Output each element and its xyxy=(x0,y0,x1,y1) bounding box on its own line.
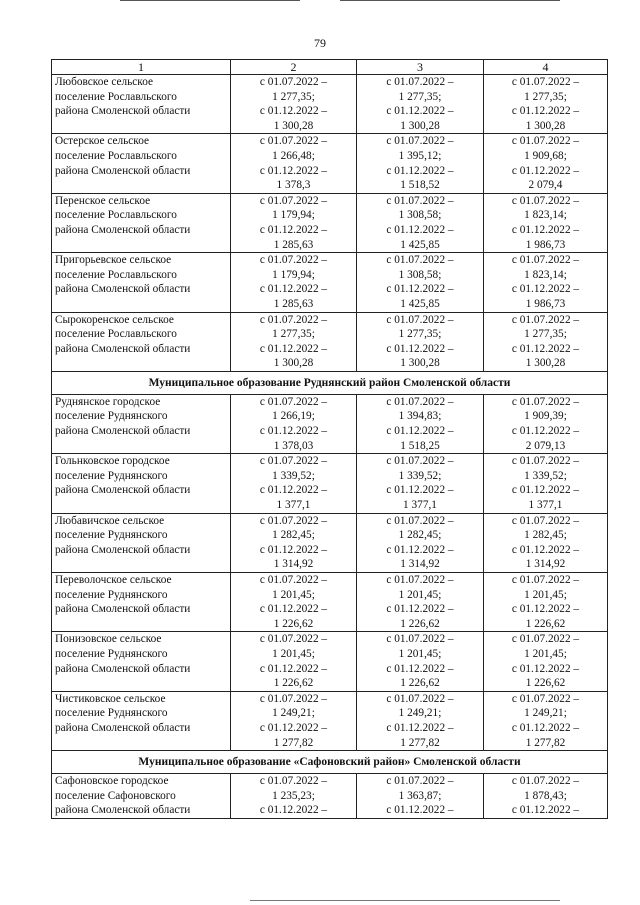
tariff-cell-col3 xyxy=(357,193,484,252)
cell-line: поселение Рославльского xyxy=(55,209,177,222)
cell-line: с 01.12.2022 – xyxy=(259,484,328,497)
cell-line: 1 201,45; xyxy=(272,588,315,601)
cell-line: 1 518,25 xyxy=(400,439,440,452)
section-header-row xyxy=(52,751,608,774)
cell-line: с 01.07.2022 – xyxy=(511,633,580,646)
cell-line: Понизовское сельское xyxy=(55,633,162,646)
cell-line: с 01.07.2022 – xyxy=(259,633,328,646)
cell-line: 1 308,58; xyxy=(398,209,442,222)
cell-line: 1 266,19; xyxy=(272,410,315,423)
tariff-table xyxy=(51,59,608,819)
cell-line: 1 201,45; xyxy=(398,588,442,601)
tariff-cell-col2 xyxy=(231,691,357,750)
cell-line: с 01.12.2022 – xyxy=(259,342,328,355)
cell-line: с 01.07.2022 – xyxy=(259,574,328,586)
cell-line: с 01.07.2022 – xyxy=(386,254,454,267)
cell-line: с 01.12.2022 – xyxy=(259,603,328,616)
tariff-cell-col4 xyxy=(484,513,608,572)
cell-line: 1 285,63 xyxy=(273,238,314,251)
cell-line: 1 201,45; xyxy=(398,647,442,660)
cell-line: с 01.12.2022 – xyxy=(386,342,454,355)
cell-line: 1 394,83; xyxy=(398,410,442,423)
cell-line: с 01.07.2022 – xyxy=(511,775,580,788)
cell-line: 1 300,28 xyxy=(273,357,314,370)
cell-line: Любавичское сельское xyxy=(55,514,165,527)
cell-line: с 01.07.2022 – xyxy=(386,455,454,468)
cell-line: 1 300,28 xyxy=(525,357,566,370)
cell-line: 1 878,43; xyxy=(524,789,567,802)
tariff-cell-col3 xyxy=(357,632,484,691)
scan-artifact-top-right xyxy=(340,0,560,1)
table-row xyxy=(52,691,608,750)
cell-line: 1 249,21; xyxy=(524,707,567,720)
cell-line: 1 823,14; xyxy=(524,268,567,281)
table-row xyxy=(52,134,608,193)
tariff-cell-col4 xyxy=(484,573,608,632)
tariff-cell-col3 xyxy=(357,394,484,453)
tariff-cell-col4 xyxy=(484,253,608,312)
cell-line: с 01.07.2022 – xyxy=(386,633,454,646)
tariff-cell-col4 xyxy=(484,193,608,252)
table-row xyxy=(52,513,608,572)
cell-line: 1 277,35; xyxy=(398,90,442,103)
cell-line: 1 425,85 xyxy=(400,297,440,310)
column-number: 4 xyxy=(484,60,608,75)
cell-line: поселение Руднянского xyxy=(55,529,168,542)
cell-line: с 01.12.2022 – xyxy=(511,543,580,556)
cell-line: 1 300,28 xyxy=(400,357,440,370)
table-row xyxy=(52,75,608,134)
cell-line: поселение Руднянского xyxy=(55,469,168,482)
cell-line: с 01.12.2022 – xyxy=(511,223,580,236)
tariff-cell-col3 xyxy=(357,134,484,193)
cell-line: с 01.07.2022 – xyxy=(511,194,580,207)
cell-line: 1 277,35; xyxy=(398,328,442,341)
cell-line: района Смоленской области xyxy=(55,603,191,616)
tariff-cell-col4 xyxy=(484,312,608,371)
cell-line: 1 179,94; xyxy=(272,209,315,222)
cell-line: с 01.12.2022 – xyxy=(511,484,580,497)
cell-line: 1 226,62 xyxy=(525,677,566,690)
cell-line: 2 079,13 xyxy=(525,439,566,452)
cell-line: 1 282,45; xyxy=(398,529,442,542)
cell-line: с 01.12.2022 – xyxy=(386,283,454,296)
cell-line: с 01.12.2022 – xyxy=(259,283,328,296)
cell-line: района Смоленской области xyxy=(55,804,191,817)
tariff-cell-col3 xyxy=(357,573,484,632)
cell-line: с 01.12.2022 – xyxy=(511,342,580,355)
page-number: 79 xyxy=(314,36,326,50)
cell-line: 1 986,73 xyxy=(525,297,566,310)
table-row xyxy=(52,774,608,819)
tariff-cell-col2 xyxy=(231,394,357,453)
tariff-cell-col3 xyxy=(357,774,484,819)
cell-line: 1 235,23; xyxy=(272,789,315,802)
tariff-cell-col4 xyxy=(484,394,608,453)
cell-line: 1 425,85 xyxy=(400,238,440,251)
cell-line: 1 378,03 xyxy=(273,439,314,452)
cell-line: 1 282,45; xyxy=(272,529,315,542)
cell-line: с 01.12.2022 – xyxy=(386,721,454,734)
cell-line: 1 308,58; xyxy=(398,268,442,281)
settlement-name-cell xyxy=(52,193,231,252)
tariff-cell-col2 xyxy=(231,632,357,691)
cell-line: с 01.07.2022 – xyxy=(259,395,328,408)
cell-line: района Смоленской области xyxy=(55,223,191,236)
cell-line: Любовское сельское xyxy=(55,76,154,88)
tariff-cell-col3 xyxy=(357,253,484,312)
cell-line: 1 277,35; xyxy=(524,90,567,103)
cell-line: с 01.12.2022 – xyxy=(511,662,580,675)
cell-line: с 01.12.2022 – xyxy=(386,425,454,438)
settlement-name-cell xyxy=(52,312,231,371)
column-number: 2 xyxy=(231,60,357,75)
cell-line: с 01.12.2022 – xyxy=(511,283,580,296)
tariff-cell-col2 xyxy=(231,75,357,134)
cell-line: с 01.12.2022 – xyxy=(511,603,580,616)
tariff-cell-col2 xyxy=(231,312,357,371)
cell-line: с 01.07.2022 – xyxy=(386,514,454,527)
cell-line: с 01.07.2022 – xyxy=(511,455,580,468)
cell-line: с 01.12.2022 – xyxy=(511,425,580,438)
cell-line: с 01.07.2022 – xyxy=(386,692,454,705)
cell-line: поселение Рославльского xyxy=(55,268,177,281)
cell-line: с 01.12.2022 – xyxy=(511,804,580,817)
cell-line: 1 377,1 xyxy=(403,499,437,512)
tariff-cell-col4 xyxy=(484,774,608,819)
cell-line: с 01.07.2022 – xyxy=(511,692,580,705)
cell-line: района Смоленской области xyxy=(55,543,191,556)
cell-line: 1 363,87; xyxy=(398,789,442,802)
cell-line: поселение Рославльского xyxy=(55,90,177,103)
cell-line: с 01.07.2022 – xyxy=(259,692,328,705)
cell-line: с 01.12.2022 – xyxy=(511,164,580,177)
table-row xyxy=(52,394,608,453)
cell-line: района Смоленской области xyxy=(55,283,191,296)
cell-line: с 01.07.2022 – xyxy=(259,194,328,207)
tariff-cell-col2 xyxy=(231,454,357,513)
cell-line: с 01.12.2022 – xyxy=(259,662,328,675)
cell-line: с 01.07.2022 – xyxy=(386,76,454,88)
cell-line: с 01.07.2022 – xyxy=(259,254,328,267)
cell-line: 1 201,45; xyxy=(524,588,567,601)
cell-line: района Смоленской области xyxy=(55,721,191,734)
cell-line: с 01.07.2022 – xyxy=(511,76,580,88)
settlement-name-cell xyxy=(52,253,231,312)
cell-line: с 01.12.2022 – xyxy=(386,804,454,817)
cell-line: поселение Рославльского xyxy=(55,328,177,341)
cell-line: с 01.07.2022 – xyxy=(511,395,580,408)
cell-line: с 01.12.2022 – xyxy=(386,543,454,556)
cell-line: с 01.12.2022 – xyxy=(511,721,580,734)
cell-line: 1 378,3 xyxy=(276,179,311,192)
cell-line: с 01.12.2022 – xyxy=(259,425,328,438)
cell-line: 1 339,52; xyxy=(272,469,315,482)
cell-line: с 01.12.2022 – xyxy=(386,603,454,616)
cell-line: поселение Рославльского xyxy=(55,149,177,162)
tariff-cell-col4 xyxy=(484,134,608,193)
cell-line: 1 277,82 xyxy=(525,736,566,749)
table-row xyxy=(52,454,608,513)
cell-line: 1 277,82 xyxy=(273,736,314,749)
cell-line: 1 339,52; xyxy=(398,469,442,482)
cell-line: 1 377,1 xyxy=(276,499,311,512)
cell-line: 1 226,62 xyxy=(525,617,566,630)
cell-line: с 01.07.2022 – xyxy=(511,254,580,267)
settlement-name-cell xyxy=(52,394,231,453)
cell-line: 1 179,94; xyxy=(272,268,315,281)
cell-line: поселение Руднянского xyxy=(55,410,168,423)
cell-line: 1 314,92 xyxy=(400,558,440,571)
cell-line: с 01.12.2022 – xyxy=(259,804,328,817)
cell-line: с 01.12.2022 – xyxy=(259,164,328,177)
cell-line: Переволочское сельское xyxy=(55,574,172,586)
cell-line: 1 300,28 xyxy=(400,119,440,132)
cell-line: района Смоленской области xyxy=(55,342,191,355)
section-title: Муниципальное образование Руднянский район Смоленской области xyxy=(52,371,608,394)
cell-line: 1 249,21; xyxy=(398,707,442,720)
cell-line: 1 300,28 xyxy=(273,119,314,132)
settlement-name-cell xyxy=(52,774,231,819)
cell-line: Сырокоренское сельское xyxy=(55,313,174,326)
scan-artifact-top xyxy=(120,0,300,1)
cell-line: с 01.12.2022 – xyxy=(259,543,328,556)
tariff-cell-col2 xyxy=(231,513,357,572)
table-row xyxy=(52,312,608,371)
cell-line: 1 201,45; xyxy=(272,647,315,660)
tariff-cell-col4 xyxy=(484,691,608,750)
cell-line: 1 314,92 xyxy=(273,558,314,571)
tariff-cell-col3 xyxy=(357,691,484,750)
column-number-row xyxy=(52,60,608,75)
cell-line: с 01.12.2022 – xyxy=(259,721,328,734)
cell-line: с 01.07.2022 – xyxy=(259,514,328,527)
cell-line: с 01.12.2022 – xyxy=(386,223,454,236)
settlement-name-cell xyxy=(52,134,231,193)
cell-line: района Смоленской области xyxy=(55,425,191,438)
settlement-name-cell xyxy=(52,454,231,513)
table-row xyxy=(52,253,608,312)
cell-line: 1 395,12; xyxy=(398,149,442,162)
cell-line: 1 339,52; xyxy=(524,469,567,482)
cell-line: 1 277,35; xyxy=(272,90,315,103)
cell-line: поселение Руднянского xyxy=(55,707,168,720)
cell-line: с 01.07.2022 – xyxy=(259,775,328,788)
cell-line: 1 266,48; xyxy=(272,149,315,162)
settlement-name-cell xyxy=(52,75,231,134)
table-row xyxy=(52,632,608,691)
cell-line: 1 226,62 xyxy=(273,617,314,630)
cell-line: 1 377,1 xyxy=(528,499,563,512)
scan-artifact-bottom xyxy=(250,900,560,901)
cell-line: Гольнковское городское xyxy=(55,455,170,468)
cell-line: с 01.07.2022 – xyxy=(259,313,328,326)
cell-line: 1 285,63 xyxy=(273,297,314,310)
column-number: 3 xyxy=(357,60,484,75)
tariff-cell-col3 xyxy=(357,312,484,371)
cell-line: с 01.07.2022 – xyxy=(386,574,454,586)
column-number: 1 xyxy=(52,60,231,75)
cell-line: Руднянское городское xyxy=(55,395,161,408)
cell-line: 1 518,52 xyxy=(400,179,440,192)
cell-line: Чистиковское сельское xyxy=(55,692,166,705)
cell-line: 2 079,4 xyxy=(528,179,563,192)
tariff-cell-col2 xyxy=(231,134,357,193)
tariff-cell-col2 xyxy=(231,253,357,312)
cell-line: 1 226,62 xyxy=(273,677,314,690)
tariff-cell-col3 xyxy=(357,454,484,513)
cell-line: Пригорьевское сельское xyxy=(55,254,172,267)
cell-line: с 01.12.2022 – xyxy=(386,484,454,497)
cell-line: 1 823,14; xyxy=(524,209,567,222)
cell-line: района Смоленской области xyxy=(55,164,191,177)
cell-line: с 01.12.2022 – xyxy=(511,105,580,118)
cell-line: 1 314,92 xyxy=(525,558,566,571)
cell-line: района Смоленской области xyxy=(55,662,191,675)
cell-line: 1 909,39; xyxy=(524,410,567,423)
table-body xyxy=(52,75,608,819)
cell-line: поселение Руднянского xyxy=(55,588,168,601)
cell-line: с 01.07.2022 – xyxy=(386,395,454,408)
cell-line: с 01.12.2022 – xyxy=(386,662,454,675)
cell-line: 1 282,45; xyxy=(524,529,567,542)
cell-line: 1 909,68; xyxy=(524,149,567,162)
table-row xyxy=(52,573,608,632)
cell-line: с 01.07.2022 – xyxy=(386,313,454,326)
cell-line: с 01.07.2022 – xyxy=(259,135,328,148)
cell-line: 1 201,45; xyxy=(524,647,567,660)
cell-line: с 01.12.2022 – xyxy=(259,105,328,118)
cell-line: 1 277,35; xyxy=(272,328,315,341)
cell-line: района Смоленской области xyxy=(55,105,191,118)
cell-line: с 01.07.2022 – xyxy=(386,194,454,207)
section-title: Муниципальное образование «Сафоновский район» Смоленской области xyxy=(52,751,608,774)
cell-line: с 01.07.2022 – xyxy=(511,313,580,326)
cell-line: Остерское сельское xyxy=(55,135,150,148)
tariff-cell-col4 xyxy=(484,454,608,513)
cell-line: района Смоленской области xyxy=(55,484,191,497)
cell-line: с 01.07.2022 – xyxy=(259,76,328,88)
tariff-cell-col4 xyxy=(484,632,608,691)
tariff-cell-col2 xyxy=(231,774,357,819)
cell-line: 1 226,62 xyxy=(400,677,440,690)
cell-line: 1 249,21; xyxy=(272,707,315,720)
tariff-cell-col3 xyxy=(357,75,484,134)
cell-line: с 01.07.2022 – xyxy=(259,455,328,468)
tariff-cell-col2 xyxy=(231,193,357,252)
tariff-cell-col4 xyxy=(484,75,608,134)
cell-line: 1 277,35; xyxy=(524,328,567,341)
cell-line: Сафоновское городское xyxy=(55,775,169,788)
cell-line: с 01.12.2022 – xyxy=(259,223,328,236)
cell-line: 1 300,28 xyxy=(525,119,566,132)
cell-line: с 01.07.2022 – xyxy=(386,135,454,148)
settlement-name-cell xyxy=(52,573,231,632)
settlement-name-cell xyxy=(52,691,231,750)
cell-line: с 01.12.2022 – xyxy=(386,164,454,177)
tariff-cell-col2 xyxy=(231,573,357,632)
cell-line: с 01.07.2022 – xyxy=(511,574,580,586)
cell-line: с 01.07.2022 – xyxy=(511,135,580,148)
settlement-name-cell xyxy=(52,632,231,691)
cell-line: 1 277,82 xyxy=(400,736,440,749)
cell-line: поселение Сафоновского xyxy=(55,789,176,802)
cell-line: Перенское сельское xyxy=(55,194,151,207)
tariff-cell-col3 xyxy=(357,513,484,572)
cell-line: с 01.07.2022 – xyxy=(386,775,454,788)
cell-line: с 01.12.2022 – xyxy=(386,105,454,118)
section-header-row xyxy=(52,371,608,394)
cell-line: с 01.07.2022 – xyxy=(511,514,580,527)
settlement-name-cell xyxy=(52,513,231,572)
cell-line: поселение Руднянского xyxy=(55,647,168,660)
table-row xyxy=(52,193,608,252)
cell-line: 1 226,62 xyxy=(400,617,440,630)
cell-line: 1 986,73 xyxy=(525,238,566,251)
